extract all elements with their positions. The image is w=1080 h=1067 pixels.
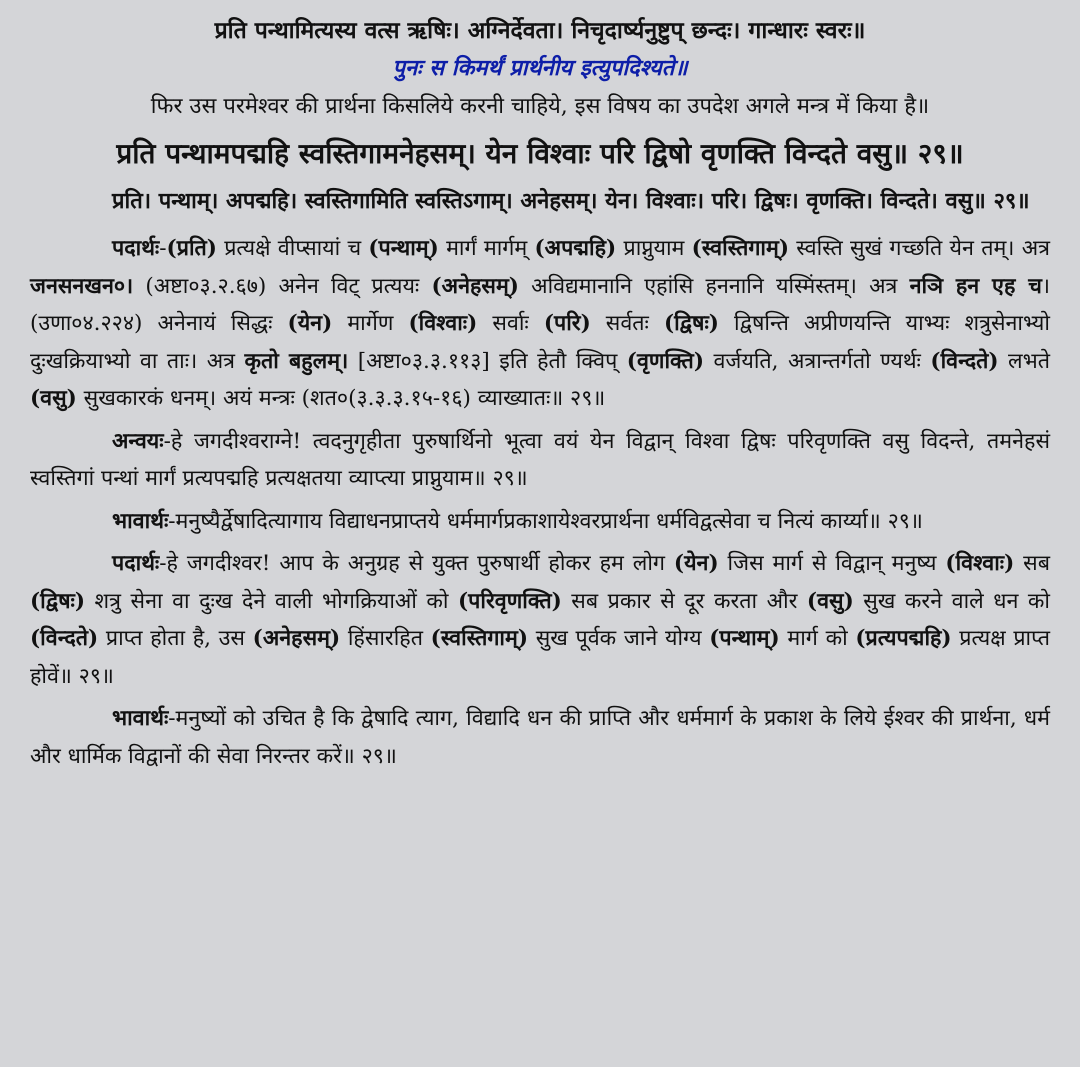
text-run: द्विषन्ति अप्रीणयन्ति याभ्यः शत्रुसेनाभ्यो दुःखक्रियाभ्यो वा ताः। अत्र [30,311,1050,374]
bold-term: (विश्वाः) [945,551,1015,576]
hindi-padartha-paragraph [30,545,1050,695]
bold-term: (प्रत्यपद्महि) [855,626,952,651]
text-run: सब [1014,551,1050,576]
bold-term: नञि हन एह च [909,273,1042,299]
text-run: [अष्टा०३.३.११३] इति हेतौ क्विप् [348,348,627,374]
text-run: शत्रु सेना वा दुःख देने वाली भोगक्रियाओं को [85,588,458,614]
text-run: मार्गं मार्गम् [438,236,535,261]
hindi-bhavartha-body: -मनुष्यों को उचित है कि द्वेषादि त्याग, विद्यादि धन की प्राप्ति और धर्ममार्ग के प्रकाश के लिये ईश्वर की प्रार्थना, धर्म और धार्मिक विद्वानों की सेवा निरन्तर करें॥ २९॥ [30,706,1050,769]
anvaya-paragraph [30,423,1050,498]
text-run: जिस मार्ग से विद्वान् मनुष्य [718,551,946,576]
bold-term: (परिवृणक्ति) [458,588,562,614]
bold-term: (वृणक्ति) [626,348,704,374]
sanskrit-bhavartha-paragraph [30,503,1050,541]
text-run: हिंसारहित [340,626,431,651]
text-run: मार्ग को [779,626,856,651]
text-run: वर्जयति, अत्रान्तर्गतो ण्यर्थः [704,348,931,374]
bold-term: (विन्दते) [30,626,99,651]
bold-term: (परि) [543,311,591,336]
text-run: स्वस्ति सुखं गच्छति येन तम्। अत्र [789,236,1050,261]
sanskrit-bhavartha-label: भावार्थः [112,508,169,534]
hindi-padartha-body [30,551,1050,689]
text-run: अविद्यमानानि एहांसि हननानि यस्मिंस्तम्। अत्र [518,273,910,299]
hindi-bhavartha-label: भावार्थः [112,706,169,731]
text-run: सुख पूर्वक जाने योग्य [528,626,710,651]
hindi-padartha-label: पदार्थः [112,551,160,576]
bold-term: (वसु) [806,588,854,614]
bold-term: कृतो बहुलम्। [244,348,349,374]
sanskrit-bhavartha-body: -मनुष्यैर्द्वेषादित्यागाय विद्याधनप्राप्तये धर्ममार्गप्रकाशायेश्वरप्रार्थना धर्मविद्वत्सेवा च नित्यं कार्य्या॥ २९॥ [168,508,923,534]
bold-term: (अनेहसम्) [252,626,341,651]
bold-term: (पन्थाम्) [368,236,439,261]
text-run: लभते [998,348,1051,374]
bold-term: (अनेहसम्) [431,273,519,299]
text-run: -हे जगदीश्वर! आप के अनुग्रह से युक्त पुरुषार्थी होकर हम लोग [159,551,674,576]
text-run: प्राप्त होता है, उस [98,626,253,651]
bold-term: (स्वस्तिगाम्) [691,236,790,261]
bold-term: (वसु) [30,386,77,411]
hindi-bhavartha-paragraph [30,700,1050,775]
text-run: सुखकारकं धनम्। अयं मन्त्रः (शत०(३.३.३.१५-१६) व्याख्यातः॥ २९॥ [76,386,606,411]
text-run: (अष्टा०३.२.६७) अनेन विट् प्रत्ययः [133,273,432,299]
mantra-header-line: प्रति पन्थामित्यस्य वत्स ऋषिः। अग्निर्देवता। निचृदार्ष्यनुष्टुप् छन्दः। गान्धारः स्वरः॥ [214,17,866,44]
sanskrit-subheading: पुनः स किमर्थं प्रार्थनीय इत्युपदिश्यते॥ [392,55,688,81]
text-run: सब प्रकार से दूर करता और [561,588,807,614]
text-run: - [159,236,167,261]
anvaya-label: अन्वयः [112,428,164,454]
text-run: प्रत्यक्ष प्राप्त होवें॥ २९॥ [30,626,1050,689]
bold-term: (अपद्महि) [534,236,617,261]
padapatha-verse: प्रति। पन्थाम्। अपद्महि। स्वस्तिगामिति स्वस्तिऽगाम्। अनेहसम्। येन। विश्वाः। परि। द्विषः। वृणक्ति। विन्दते। वसु॥ २९॥ [112,188,1030,214]
text-run: । (उणा०४.२२४) अनेनायं सिद्धः [30,273,1051,336]
bold-term: (प्रति) [166,236,217,261]
text-run: सर्वतः [590,311,664,336]
text-run: प्राप्नुयाम [616,236,692,261]
sanskrit-padartha-label: पदार्थः [112,236,160,261]
bold-term: (विन्दते) [930,348,999,374]
text-run: सर्वाः [477,311,544,336]
sanskrit-padartha-paragraph [30,230,1050,418]
bold-term: (द्विषः) [663,311,719,336]
bold-term: जनसनखन०। [30,273,134,299]
bold-term: (पन्थाम्) [709,626,780,651]
bold-term: (द्विषः) [30,588,86,614]
bold-term: (स्वस्तिगाम्) [430,626,529,651]
bold-term: (विश्वाः) [408,311,478,336]
bold-term: (येन) [287,311,333,336]
text-run: सुख करने वाले धन को [853,588,1050,614]
bold-term: (येन) [673,551,719,576]
hindi-intro-line: फिर उस परमेश्वर की प्रार्थना किसलिये करनी चाहिये, इस विषय का उपदेश अगले मन्त्र में किया है॥ [150,94,930,119]
anvaya-body: -हे जगदीश्वराग्ने! त्वदनुगृहीता पुरुषार्थिनो भूत्वा वयं येन विद्वान् विश्वा द्विषः परिवृणक्ति वसु विदन्ते, तमनेहसं स्वस्तिगां पन्थां मार्गं प्रत्यपद्महि प्रत्यक्षतया व्याप्त्या प्राप्नुयाम॥ २९॥ [30,428,1050,491]
mantra-verse: प्रति पन्थामपद्महि स्वस्तिगामनेहसम्। येन विश्वाः परि द्विषो वृणक्ति विन्दते वसु॥ २९॥ [116,137,964,170]
sanskrit-padartha-body [30,236,1050,411]
text-run: प्रत्यक्षे वीप्सायां च [216,236,369,261]
text-run: मार्गेण [332,311,409,336]
